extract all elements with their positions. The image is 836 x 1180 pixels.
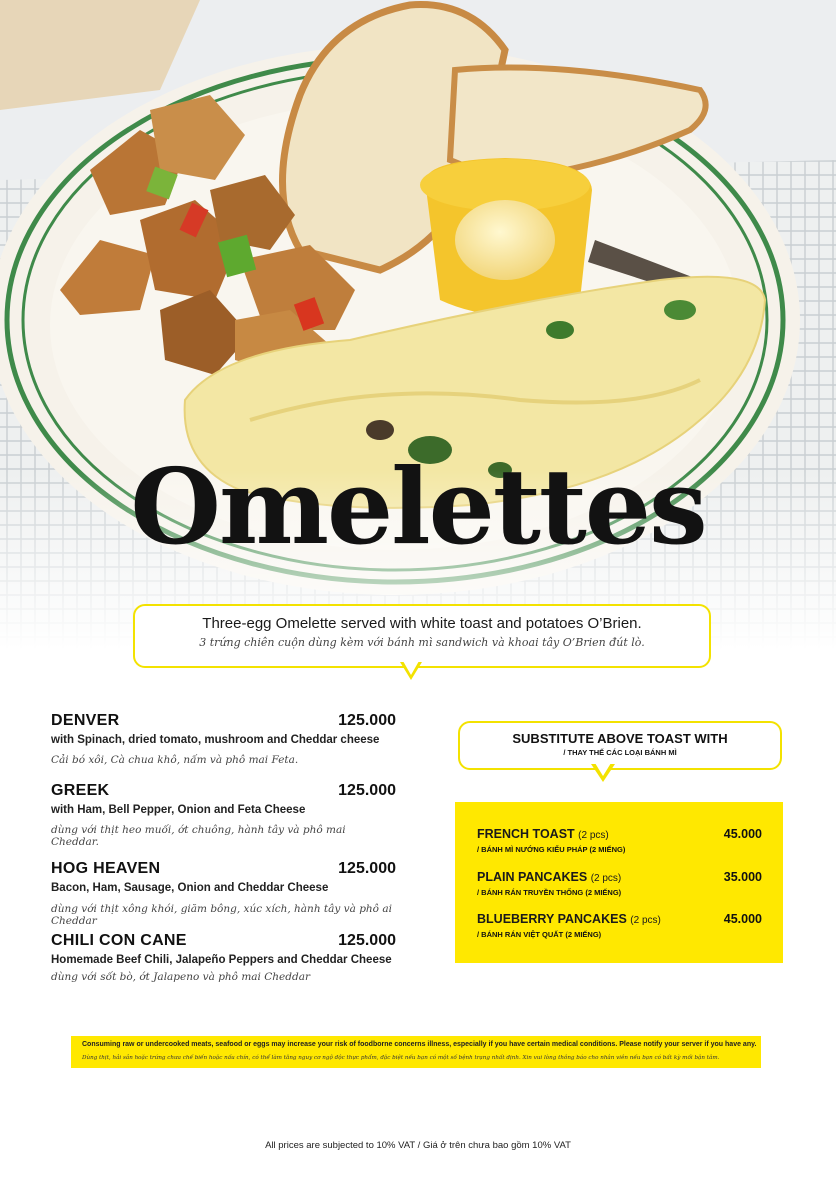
item-name: CHILI CON CANE [51,932,187,949]
notice-vietnamese: Dùng thịt, hải sản hoặc trứng chưa chế biến hoặc nấu chín, có thể làm tăng nguy cơ ngộ độc thực phẩm, đặc biệt nếu bạn có một số bệnh trạng nhất định. Xin vui lòng thông báo cho nhân viên nếu bạn có bất kỳ mối bận tâm. [82,1055,720,1061]
sub-item-name: BLUEBERRY PANCAKES [477,912,627,926]
intro-callout [133,604,711,668]
sub-item-name: PLAIN PANCAKES [477,870,588,884]
sub-item-price: 35.000 [723,870,762,884]
item-description-vi: dùng với thịt heo muối, ớt chuông, hành tây và phô mai Cheddar. [51,824,346,848]
vat-footer: All prices are subjected to 10% VAT / Giá ở trên chưa bao gồm 10% VAT [265,1140,571,1151]
substitute-list [455,802,783,963]
item-description: Bacon, Ham, Sausage, Onion and Cheddar Cheese [51,882,329,894]
sub-item-price: 45.000 [723,827,762,841]
menu-item [51,712,396,766]
sub-item-name: FRENCH TOAST [477,827,575,841]
substitute-subtitle: / THAY THẾ CÁC LOẠI BÁNH MÌ [563,748,677,757]
item-description-vi: dùng với thịt xông khói, giăm bông, xúc xích, hành tây và phô ai Cheddar [51,903,392,927]
sub-item-qty: (2 pcs) [578,830,609,841]
notice-english: Consuming raw or undercooked meats, seafood or eggs may increase your risk of foodborne concerns illness, especially if you have certain medical conditions. Please notify your server if you have any. [82,1041,757,1048]
item-name: HOG HEAVEN [51,860,161,877]
menu-item [51,782,396,848]
item-price: 125.000 [338,782,396,799]
menu-item [51,932,396,983]
intro-vietnamese: 3 trứng chiên cuộn dùng kèm với bánh mì sandwich và khoai tây O’Brien đút lò. [199,636,645,649]
item-description-vi: dùng với sốt bò, ớt Jalapeno và phô mai Cheddar [51,971,310,983]
menu-item [51,860,396,927]
sub-item-vi: / BÁNH RÁN VIỆT QUẤT (2 MIẾNG) [477,930,602,939]
item-price: 125.000 [338,932,396,949]
item-description: with Spinach, dried tomato, mushroom and Cheddar cheese [51,734,380,746]
item-price: 125.000 [338,712,396,729]
sub-item-qty: (2 pcs) [630,915,661,926]
item-price: 125.000 [338,860,396,877]
substitute-title: SUBSTITUTE ABOVE TOAST WITH [512,731,728,746]
item-description: Homemade Beef Chili, Jalapeño Peppers and Cheddar Cheese [51,954,392,966]
sub-item-price: 45.000 [723,912,762,926]
substitute-callout [458,721,782,770]
list-item [477,827,762,854]
item-name: DENVER [51,712,120,729]
food-safety-notice [71,1036,761,1068]
list-item [477,912,762,939]
sub-item-vi: / BÁNH MÌ NƯỚNG KIỂU PHÁP (2 MIẾNG) [477,845,626,854]
page-title: Omelettes [130,445,706,568]
item-description: with Ham, Bell Pepper, Onion and Feta Cheese [51,804,306,816]
item-name: GREEK [51,782,110,799]
sub-item-vi: / BÁNH RÁN TRUYỀN THỐNG (2 MIẾNG) [477,888,622,897]
item-description-vi: Cải bó xôi, Cà chua khô, nấm và phô mai Feta. [51,754,299,766]
intro-english: Three-egg Omelette served with white toast and potatoes O’Brien. [202,615,642,632]
list-item [477,870,762,897]
sub-item-qty: (2 pcs) [590,873,622,884]
